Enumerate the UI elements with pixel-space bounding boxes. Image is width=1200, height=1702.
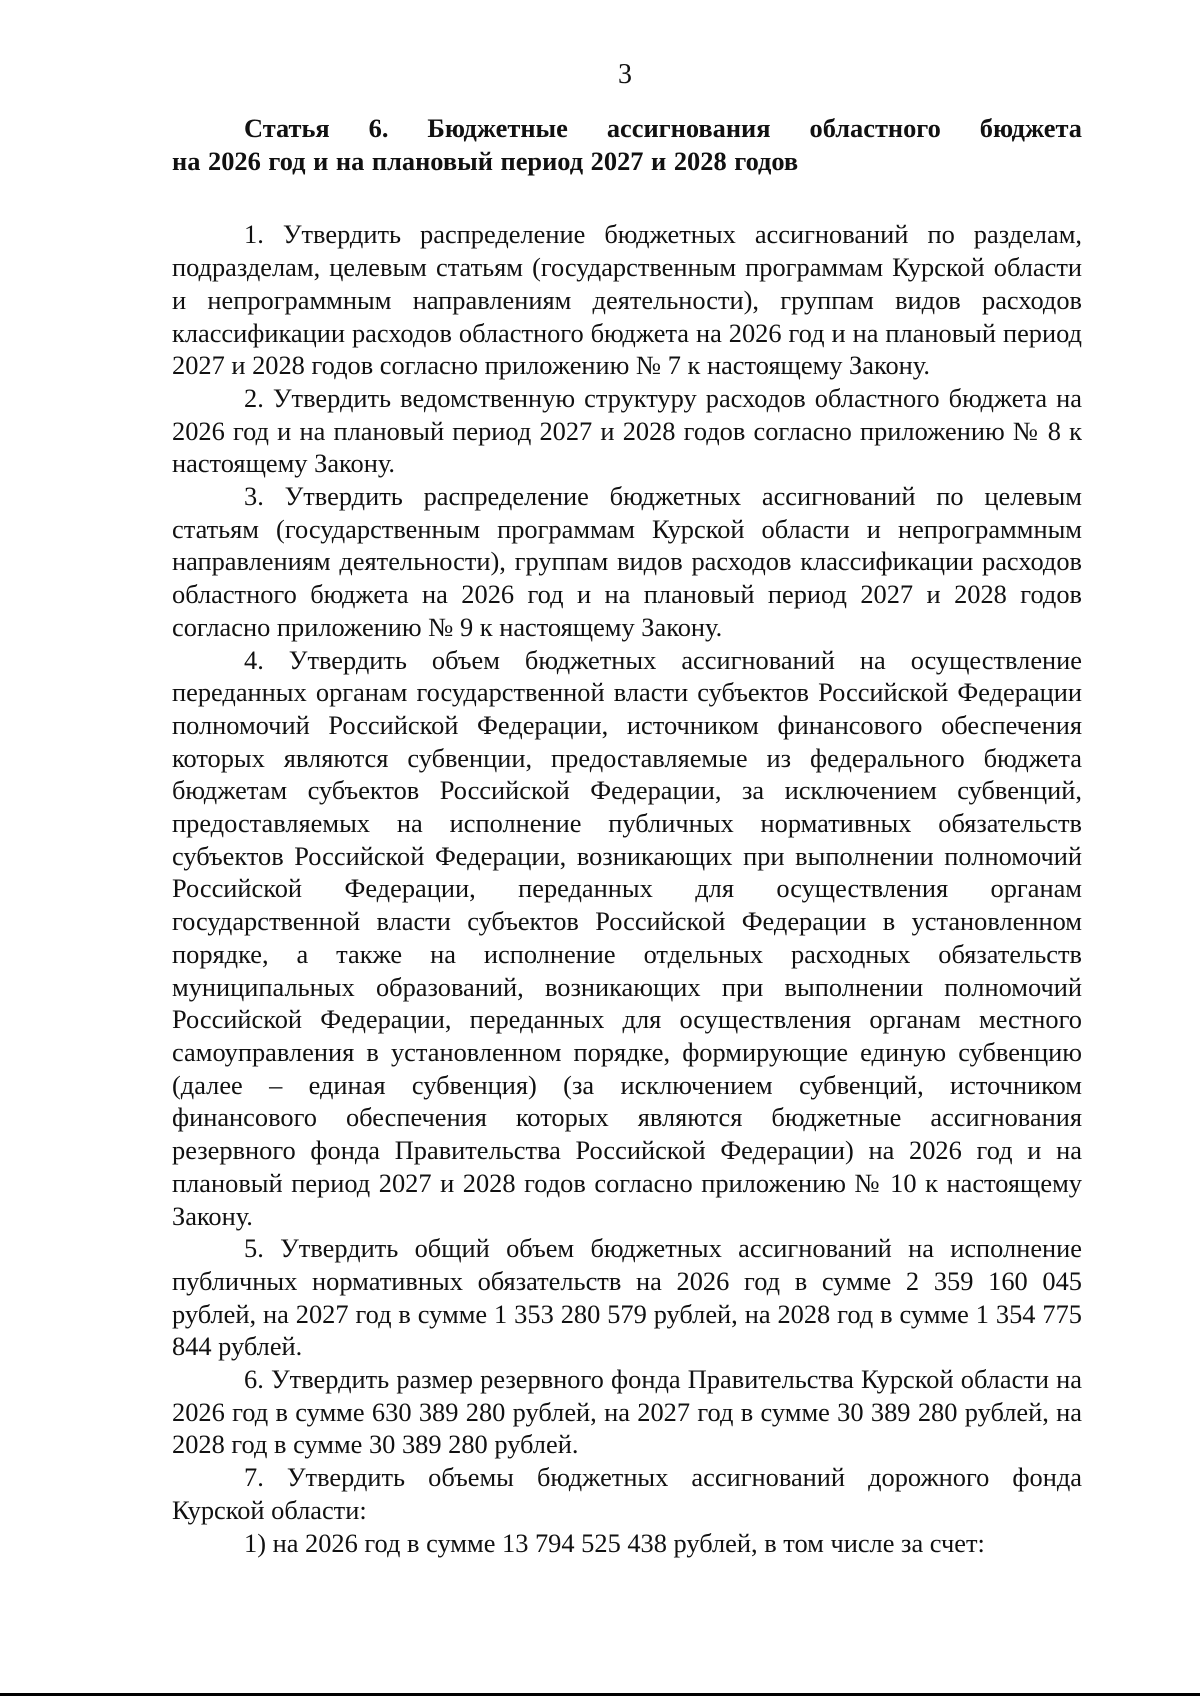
- paragraph-2: 2. Утвердить ведомственную структуру расходов областного бюджета на 2026 год и на плановый период 2027 и 2028 годов согласно приложению № 8 к настоящему Закону.: [172, 382, 1082, 479]
- page-number: 3: [618, 59, 632, 90]
- paragraph-7: 7. Утвердить объемы бюджетных ассигнований дорожного фонда Курской области:: [172, 1462, 1082, 1525]
- subitem-1: 1) на 2026 год в сумме 13 794 525 438 рублей, в том числе за счет:: [244, 1527, 985, 1558]
- paragraph-5: 5. Утвердить общий объем бюджетных ассигнований на исполнение публичных нормативных обязательств на 2026 год в сумме 2 359 160 045 рублей, на 2027 год в сумме 1 353 280 579 рублей, на 2028 год в сумме 1 354 775 844 рублей.: [172, 1233, 1082, 1362]
- scan-bottom-edge: [0, 1693, 1200, 1696]
- article-heading: [172, 112, 1082, 177]
- paragraph-1: 1. Утвердить распределение бюджетных ассигнований по разделам, подразделам, целевым статьям (государственным программам Курской области и непрограммным направлениям деятельности), группам видов расходов классификации расходов областного бюджета на 2026 год и на плановый период 2027 и 2028 годов согласно приложению № 7 к настоящему Закону.: [172, 219, 1082, 381]
- paragraph-3: 3. Утвердить распределение бюджетных ассигнований по целевым статьям (государственным программам Курской области и непрограммным направлениям деятельности), группам видов расходов классификации расходов областного бюджета на 2026 год и на плановый период 2027 и 2028 годов согласно приложению № 9 к настоящему Закону.: [172, 481, 1082, 642]
- article-heading-line1: Статья 6. Бюджетные ассигнования областного бюджета: [244, 113, 1082, 143]
- article-heading-line2: на 2026 год и на плановый период 2027 и 2028 годов: [172, 145, 799, 176]
- paragraph-6: 6. Утвердить размер резервного фонда Правительства Курской области на 2026 год в сумме 630 389 280 рублей, на 2027 год в сумме 30 389 280 рублей, на 2028 год в сумме 30 389 280 рублей.: [172, 1364, 1082, 1460]
- paragraph-4: 4. Утвердить объем бюджетных ассигнований на осуществление переданных органам государственной власти субъектов Российской Федерации полномочий Российской Федерации, источником финансового обеспечения которых являются субвенции, предоставляемые из федерального бюджета бюджетам субъектов Российской Федерации, за исключением субвенций, предоставляемых на исполнение публичных нормативных обязательств субъектов Российской Федерации, возникающих при выполнении полномочий Российской Федерации, переданных для осуществления органам государственной власти субъектов Российской Федерации в установленном порядке, а также на исполнение отдельных расходных обязательств муниципальных образований, возникающих при выполнении полномочий Российской Федерации, переданных для осуществления органам местного самоуправления в установленном порядке, формирующие единую субвенцию (далее – единая субвенция) (за исключением субвенций, источником финансового обеспечения которых являются бюджетные ассигнования резервного фонда Правительства Российской Федерации) на 2026 год и на плановый период 2027 и 2028 годов согласно приложению № 10 к настоящему Закону.: [172, 644, 1082, 1231]
- document-body: [172, 112, 1082, 1559]
